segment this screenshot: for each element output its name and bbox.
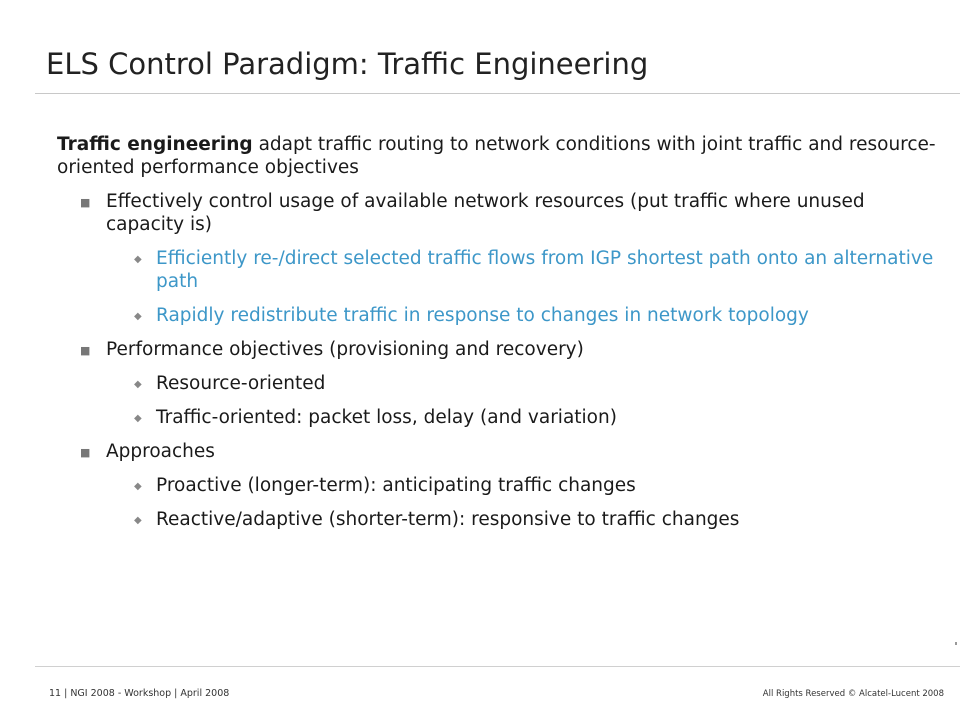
slide-title: ELS Control Paradigm: Traffic Engineering — [46, 47, 649, 81]
bullet-level2 — [57, 474, 937, 497]
bullet-level2 — [57, 508, 937, 531]
bullet-level2 — [57, 304, 937, 327]
bullet-text: Resource-oriented — [156, 373, 326, 394]
bullet-level1 — [57, 190, 937, 236]
footer-divider — [35, 666, 960, 667]
edge-tick — [955, 642, 957, 645]
slide-body — [57, 133, 937, 542]
diamond-bullet-icon: ◆ — [134, 254, 142, 265]
bullet-level1 — [57, 440, 937, 463]
square-bullet-icon: ■ — [80, 446, 91, 459]
intro-bold-term: Traffic engineering — [57, 134, 253, 155]
diamond-bullet-icon: ◆ — [134, 311, 142, 322]
bullet-text: Performance objectives (provisioning and recovery) — [106, 339, 584, 360]
bullet-text: Effectively control usage of available network resources (put traffic where unused capacity is) — [106, 191, 865, 235]
square-bullet-icon: ■ — [80, 196, 91, 209]
bullet-text: Proactive (longer-term): anticipating traffic changes — [156, 475, 636, 496]
bullet-text: Reactive/adaptive (shorter-term): responsive to traffic changes — [156, 509, 740, 530]
bullet-text: Approaches — [106, 441, 215, 462]
bullet-text: Rapidly redistribute traffic in response to changes in network topology — [156, 305, 809, 326]
bullet-level2 — [57, 247, 937, 293]
footer-slide-info: 11 | NGI 2008 - Workshop | April 2008 — [49, 688, 230, 699]
title-divider — [35, 93, 960, 94]
bullet-level2 — [57, 406, 937, 429]
bullet-text: Traffic-oriented: packet loss, delay (and variation) — [156, 407, 617, 428]
diamond-bullet-icon: ◆ — [134, 379, 142, 390]
diamond-bullet-icon: ◆ — [134, 515, 142, 526]
bullet-text: Efficiently re-/direct selected traffic flows from IGP shortest path onto an alternative path — [156, 248, 934, 292]
diamond-bullet-icon: ◆ — [134, 413, 142, 424]
bullet-level1 — [57, 338, 937, 361]
square-bullet-icon: ■ — [80, 344, 91, 357]
intro-text: adapt traffic routing to network conditions with joint traffic and resource-oriented performance objectives — [57, 134, 936, 178]
bullet-level2 — [57, 372, 937, 395]
diamond-bullet-icon: ◆ — [134, 481, 142, 492]
intro-paragraph — [57, 133, 937, 179]
footer-copyright: All Rights Reserved © Alcatel-Lucent 2008 — [762, 689, 944, 699]
